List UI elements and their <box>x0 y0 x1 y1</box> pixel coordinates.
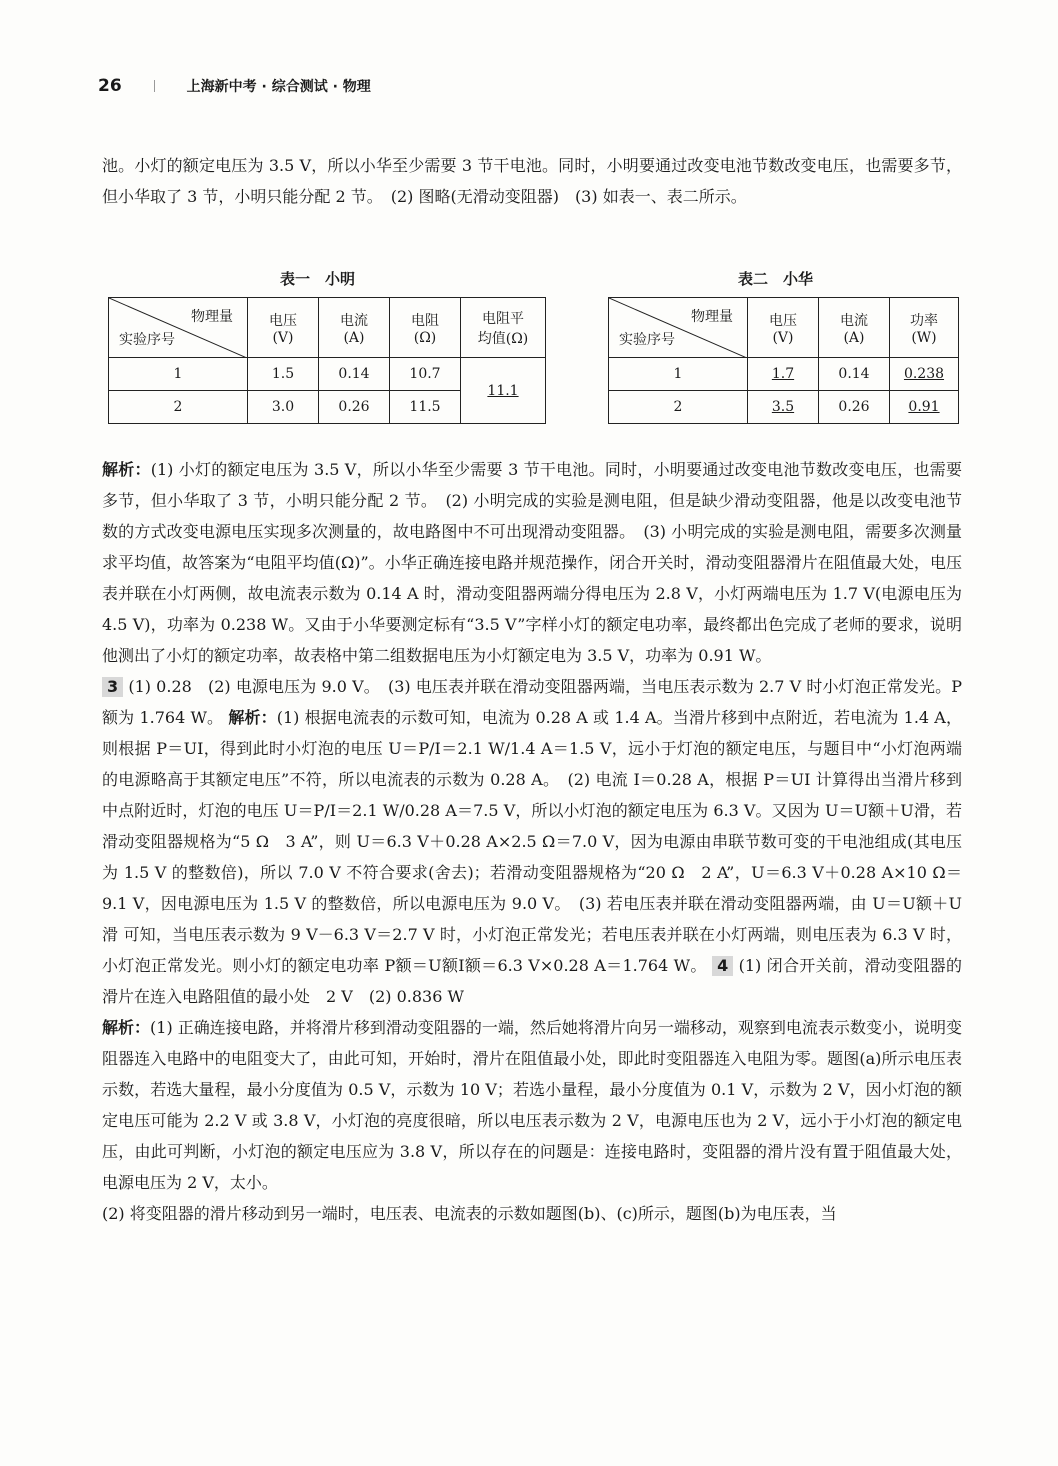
corner-top-label: 物理量 <box>691 309 733 325</box>
table1-header-resistance: 电阻 (Ω) <box>390 298 461 358</box>
question-4-answer: (1) 闭合开关前，滑动变阻器的滑片在连入电路阻值的最小处 2 V (2) 0.836 W <box>102 956 962 1006</box>
table1-header-average: 电阻平 均值(Ω) <box>461 298 546 358</box>
question-3-analysis: (1) 根据电流表的示数可知，电流为 0.28 A 或 1.4 A。当滑片移到中点附近，若电流为 1.4 A，则根据 P＝UI，得到此时小灯泡的电压 U＝P/I＝2.1 W/1.4 A＝1.5 V，远小于灯泡的额定电压，与题目中“小灯泡两端的电源略高于其额定电压”不符，所以电流表的示数为 0.28 A。 (2) 电流 I＝0.28 A，根据 P＝UI 计算得出当滑片移到中点附近时，灯泡的电压 U＝P/I＝2.1 W/0.28 A＝7.5 V，所以小灯泡的额定电压为 6.3 V。又因为 U＝U额＋U滑，若滑动变阻器规格为“5 Ω 3 A”，则 U＝6.3 V＋0.28 A×2.5 Ω＝7.0 V，因为电源由串联节数可变的干电池组成(其电压为 1.5 V 的整数倍)，所以 7.0 V 不符合要求(舍去)；若滑动变阻器规格为“20 Ω 2 A”，U＝6.3 V＋0.28 A×10 Ω＝9.1 V，因电源电压为 1.5 V 的整数倍，所以电源电压为 9.0 V。 (3) 若电压表并联在滑动变阻器两端，由 U＝U额＋U滑 可知，当电压表示数为 9 V－6.3 V＝2.7 V 时，小灯泡正常发光；若电压表并联在小灯两端，则电压表为 6.3 V 时，小灯泡正常发光。则小灯的额定电功率 P额＝U额I额＝6.3 V×0.28 A＝1.764 W。 <box>102 708 962 975</box>
analysis-block <box>102 454 962 1229</box>
table-row: 2 3.0 0.26 11.5 <box>109 391 546 424</box>
table2-caption: 表二 小华 <box>738 270 814 288</box>
header-divider <box>154 80 155 92</box>
question-4-badge: 4 <box>712 956 733 976</box>
question-4-analysis-continued: (2) 将变阻器的滑片移动到另一端时，电压表、电流表的示数如题图(b)、(c)所示，题图(b)为电压表，当 <box>102 1204 837 1223</box>
question-3-answer: (1) 0.28 (2) 电源电压为 9.0 V。 (3) 电压表并联在滑动变阻器两端，当电压表示数为 2.7 V 时小灯泡正常发光。P额为 1.764 W。 <box>102 677 962 727</box>
intro-paragraph: 池。小灯的额定电压为 3.5 V，所以小华至少需要 3 节干电池。同时，小明要通过改变电池节数改变电压，也需要多节，但小华取了 3 节，小明只能分配 2 节。 (2) 图略(无滑动变阻器) (3) 如表一、表二所示。 <box>102 156 962 206</box>
corner-top-label: 物理量 <box>191 309 233 325</box>
table2-header-voltage: 电压 (V) <box>748 298 819 358</box>
corner-bottom-label: 实验序号 <box>119 332 175 348</box>
question-4-analysis: (1) 正确连接电路，并将滑片移到滑动变阻器的一端，然后她将滑片向另一端移动，观察到电流表示数变小，说明变阻器连入电路中的电阻变大了，由此可知，开始时，滑片在阻值最小处，即此时变阻器连入电阻为零。题图(a)所示电压表示数，若选大量程，最小分度值为 0.5 V，示数为 10 V；若选小量程，最小分度值为 0.1 V，示数为 2 V，因小灯泡的额定电压可能为 2.2 V 或 3.8 V，小灯泡的亮度很暗，所以电压表示数为 2 V，电源电压也为 2 V，远小于小灯泡的额定电压，由此可判断，小灯泡的额定电压应为 3.8 V，所以存在的问题是：连接电路时，变阻器的滑片没有置于阻值最大处，电源电压为 2 V，太小。 <box>102 1018 962 1192</box>
table2 <box>608 297 959 424</box>
page-number: 26 <box>98 76 122 96</box>
table1-average-value: 11.1 <box>461 358 546 424</box>
table-row: 2 3.5 0.26 0.91 <box>609 391 959 424</box>
table-row: 1 1.7 0.14 0.238 <box>609 358 959 391</box>
table1-header-voltage: 电压 (V) <box>248 298 319 358</box>
table1-header-current: 电流 (A) <box>319 298 390 358</box>
table1-corner <box>109 298 248 358</box>
corner-bottom-label: 实验序号 <box>619 332 675 348</box>
book-title: 上海新中考 · 综合测试 · 物理 <box>186 79 371 95</box>
question-3-analysis-label: 解析： <box>228 708 277 727</box>
analysis-text: (1) 小灯的额定电压为 3.5 V，所以小华至少需要 3 节干电池。同时，小明要通过改变电池节数改变电压，也需要多节，但小华取了 3 节，小明只能分配 2 节。 (2) 小明完成的实验是测电阻，但是缺少滑动变阻器，他是以改变电池节数的方式改变电源电压实现多次测量的，故电路图中不可出现滑动变阻器。 (3) 小明完成的实验是测电阻，需要多次测量求平均值，故答案为“电阻平均值(Ω)”。小华正确连接电路并规范操作，闭合开关时，滑动变阻器滑片在阻值最大处，电压表并联在小灯两侧，故电流表示数为 0.14 A 时，滑动变阻器两端分得电压为 2.8 V，小灯两端电压为 1.7 V(电源电压为 4.5 V)，功率为 0.238 W。又由于小华要测定标有“3.5 V”字样小灯的额定电功率，最终都出色完成了老师的要求，说明他测出了小灯的额定功率，故表格中第二组数据电压为小灯额定电为 3.5 V，功率为 0.91 W。 <box>102 460 962 665</box>
question-4-analysis-label: 解析： <box>102 1018 151 1037</box>
table1-caption: 表一 小明 <box>280 270 356 288</box>
table2-header-power: 功率 (W) <box>890 298 959 358</box>
page-header <box>98 74 371 98</box>
analysis-label: 解析： <box>102 460 151 479</box>
question-3-badge: 3 <box>102 677 123 697</box>
table1 <box>108 297 546 424</box>
table-row: 1 1.5 0.14 10.7 11.1 <box>109 358 546 391</box>
table2-header-current: 电流 (A) <box>819 298 890 358</box>
table2-corner <box>609 298 748 358</box>
